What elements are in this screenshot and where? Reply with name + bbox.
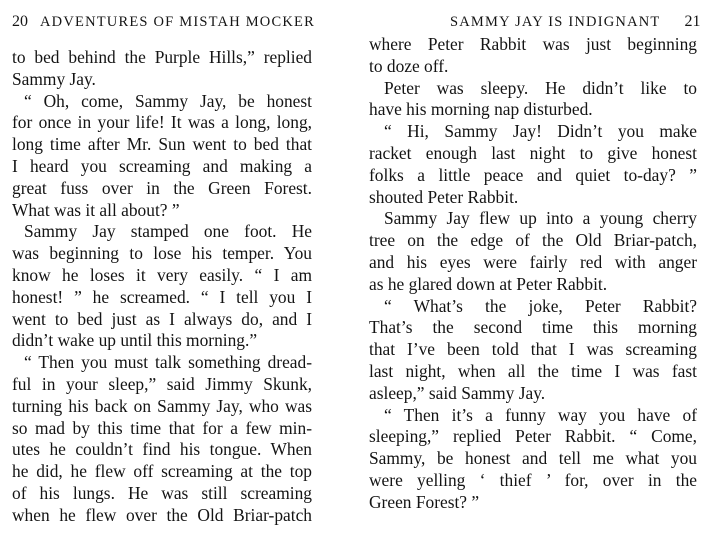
text-line: “ What’s the joke, Peter Rabbit? — [384, 295, 697, 316]
text-line: last night, when all the time I was fast — [369, 360, 697, 381]
left-page-header — [12, 13, 315, 33]
text-line: racket enough last night to give honest — [369, 142, 697, 163]
text-line: “ Then it’s a funny way you have of — [384, 404, 697, 425]
text-line: Sammy Jay stamped one foot. He — [24, 221, 312, 242]
text-line: have his morning nap disturbed. — [369, 99, 593, 120]
right-page-header — [450, 13, 700, 33]
text-line: great fuss over in the Green Forest. — [12, 177, 312, 198]
text-line: he did, he flew off screaming at the top — [12, 461, 312, 482]
text-line: to doze off. — [369, 55, 449, 76]
text-line: where Peter Rabbit was just beginning — [369, 34, 697, 54]
text-line: Sammy, be honest and tell me what you — [369, 448, 697, 469]
right-running-head: SAMMY JAY IS INDIGNANT — [450, 14, 661, 30]
text-line: of his lungs. He was still screaming — [12, 482, 312, 503]
text-line: Peter was sleepy. He didn’t like to — [384, 77, 697, 98]
text-line: honest! ” he screamed. “ I tell you I — [12, 286, 312, 307]
left-running-head: ADVENTURES OF MISTAH MOCKER — [40, 14, 315, 30]
text-line: to bed behind the Purple Hills,” replied — [12, 47, 312, 67]
text-line: so mad by this time that for a few min- — [12, 417, 312, 438]
right-page-body — [362, 34, 697, 514]
text-line: shouted Peter Rabbit. — [369, 186, 519, 207]
text-line: What was it all about? ” — [12, 199, 180, 220]
text-line: for once in your life! It was a long, long, — [12, 112, 312, 133]
text-line: Green Forest? ” — [369, 491, 480, 512]
right-page-number: 21 — [684, 13, 701, 30]
text-line: long time after Mr. Sun went to bed that — [12, 134, 312, 155]
text-line: Sammy Jay flew up into a young cherry — [384, 208, 697, 229]
left-page-number: 20 — [12, 13, 28, 30]
text-line: Sammy Jay. — [12, 68, 96, 89]
text-line: I heard you screaming and making a — [12, 155, 312, 176]
text-line: turning his back on Sammy Jay, who was — [12, 395, 312, 416]
text-line: sleeping,” replied Peter Rabbit. “ Come, — [369, 426, 697, 447]
text-line: didn’t wake up until this morning.” — [12, 330, 258, 351]
text-line: were yelling ‘ thief ’ for, over in the — [369, 469, 697, 490]
text-line: “ Hi, Sammy Jay! Didn’t you make — [384, 121, 697, 142]
text-line: ful in your sleep,” said Jimmy Skunk, — [12, 373, 312, 394]
text-line: and his eyes were fairly red with anger — [369, 251, 697, 272]
text-line: as he glared down at Peter Rabbit. — [369, 273, 608, 294]
text-line: utes he couldn’t find his tongue. When — [12, 439, 312, 460]
text-line: “ Then you must talk something dread- — [24, 352, 312, 373]
text-line: that I’ve been told that I was screaming — [369, 339, 697, 360]
text-line: tree on the edge of the Old Briar-patch, — [369, 230, 697, 251]
left-page-body — [0, 47, 312, 527]
text-line: That’s the second time this morning — [369, 317, 697, 338]
text-line: went to bed just as I always do, and I — [12, 308, 312, 329]
text-line: folks a little peace and quiet to-day? ” — [369, 164, 697, 185]
text-line: “ Oh, come, Sammy Jay, be honest — [24, 90, 312, 111]
text-line: was beginning to lose his temper. You — [12, 243, 312, 264]
text-line: when he flew over the Old Briar-patch — [12, 504, 312, 525]
text-line: know he loses it very easily. “ I am — [12, 264, 312, 285]
text-line: asleep,” said Sammy Jay. — [369, 382, 546, 403]
